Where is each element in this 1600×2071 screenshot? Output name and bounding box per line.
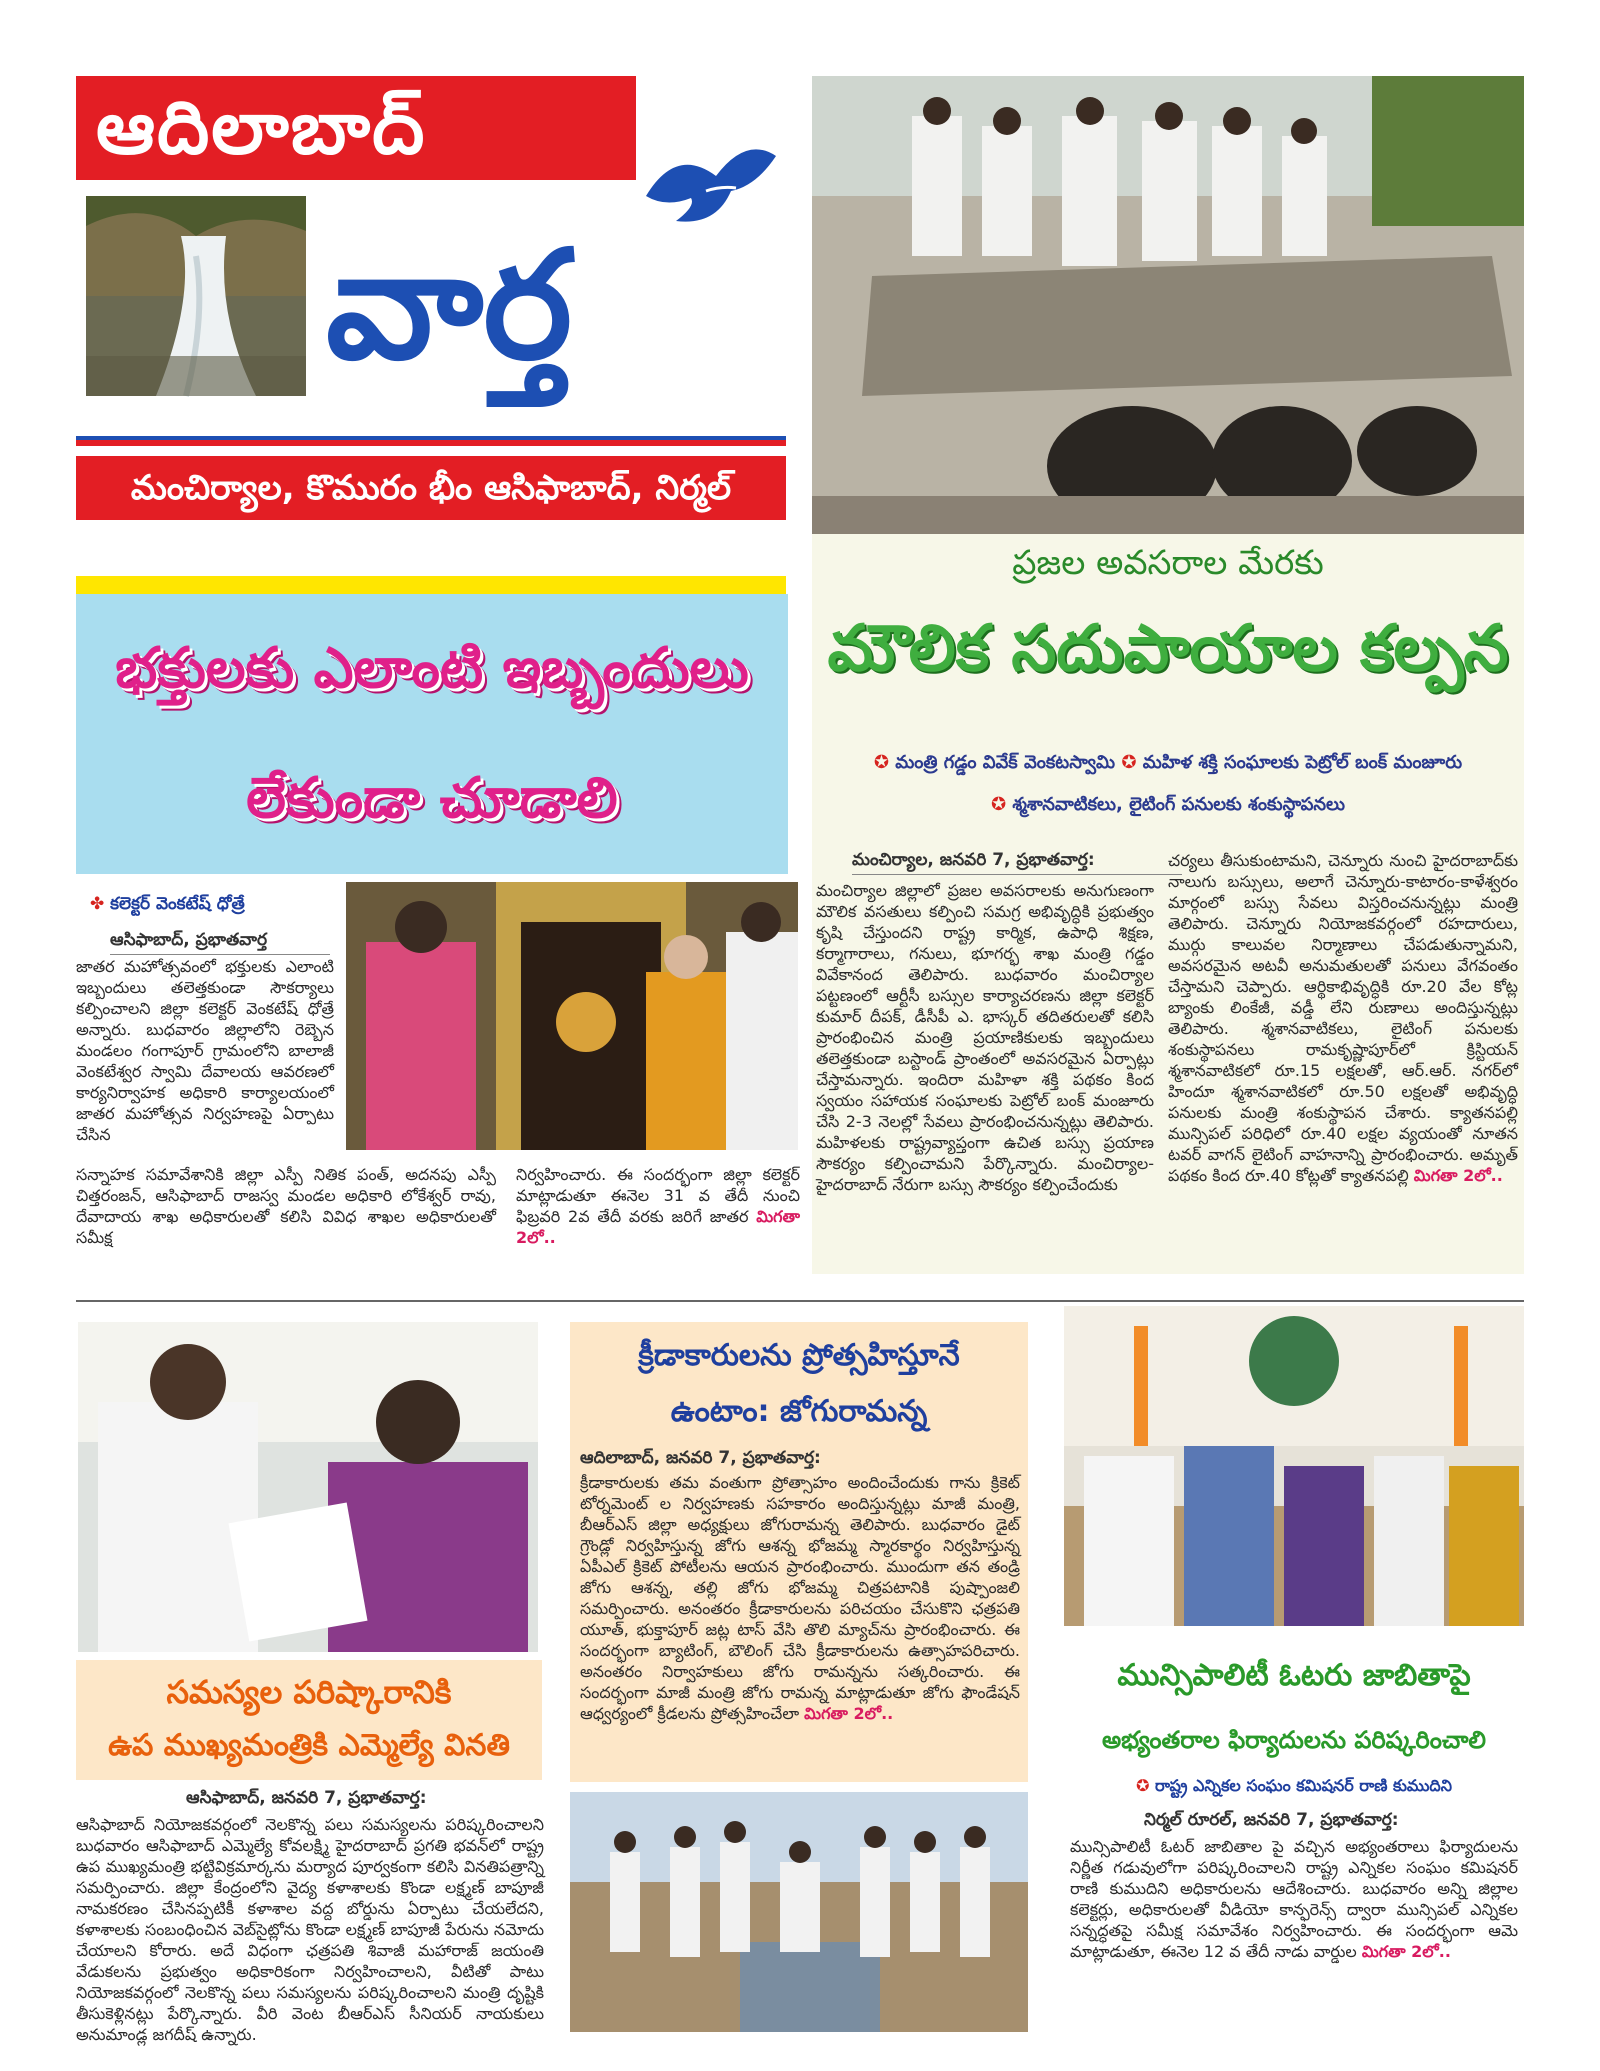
bullet-minister: మంత్రి గడ్డం వివేక్ వెంకటస్వామి — [895, 752, 1116, 773]
story-body-col2-text: చర్యలు తీసుకుంటామని, చెన్నూరు నుంచి హైదరాబాద్‌కు నాలుగు బస్సులు, అలాగే చెన్నూరు-కాటారం-కాళేశ్వరం మార్గంలో బస్సు సేవలు విస్తరించనున్నట్లు మంత్రి తెలిపారు. చెన్నూరు నియోజకవర్గంలో రహదారులు, ముర్గు కాలువల నిర్మాణాలు చేపడుతున్నామని, అవసరమైన అటవీ అనుమతులతో పనులు వేగవంతం చేస్తామని చెప్పారు. ఆర్థికాభివృద్ధికి రూ.20 వేల కోట్ల బ్యాంకు లింకేజీ, వడ్డీ లేని రుణాలు అందిస్తున్నట్లు తెలిపారు. శ్మశానవాటికలు, లైటింగ్ పనులకు శంకుస్థాపనలు రామకృష్ణాపూర్‌లో క్రిస్టియన్ శ్మశానవాటికలో రూ.15 లక్షలతో, ఆర్.ఆర్. నగర్‌లో హిందూ శ్మశానవాటికలో రూ.50 లక్షలతో అభివృద్ధి పనులకు మంత్రి శంకుస్థాపన చేశారు. క్యాతనపల్లి మున్సిపల్ పరిధిలో రూ.40 లక్షల వ్యయంతో నూతన టవర్ వాగన్ లైటింగ్ వాహనాన్ని ప్రారంభించారు. అమృత్ పథకం కింద రూ.40 కోట్లతో క్యాతనపల్లి — [1168, 851, 1518, 1185]
devotees-headline-line1: భక్తులకు ఎలాంటి ఇబ్బందులు — [115, 636, 749, 701]
continued-link[interactable]: మిగతా 2లో.. — [516, 1207, 800, 1247]
municipal-box — [1064, 1640, 1524, 2032]
mla-headline-box — [76, 1660, 542, 1780]
mla-dateline: ఆసిఫాబాద్, జనవరి 7, ప్రభాతవార్త: — [186, 1788, 427, 1808]
temple-photo — [346, 882, 798, 1150]
devotees-body-col2-text: నిర్వహించారు. ఈ సందర్భంగా జిల్లా కలెక్టర్ మాట్లాడుతూ ఈనెల 31 వ తేదీ నుంచి ఫిబ్రవరి 2వ తేదీ వరకు జరిగే జాతర — [516, 1165, 800, 1226]
continued-link[interactable]: మిగతా 2లో.. — [1361, 1942, 1451, 1961]
section-divider — [76, 1300, 1524, 1302]
masthead-title: ఆదిలాబాద్ — [76, 76, 636, 180]
story-devotees-headline-box — [76, 594, 788, 874]
devotees-headline-line2: లేకుండా చూడాలి — [246, 766, 618, 831]
story-dateline: మంచిర్యాల, జనవరి 7, ప్రభాతవార్త: — [852, 850, 1182, 875]
story-kicker: ప్రజల అవసరాల మేరకు — [1012, 543, 1324, 583]
mla-body: ఆసిఫాబాద్ నియోజకవర్గంలో నెలకొన్న పలు సమస్యలను పరిష్కరించాలని బుధవారం ఆసిఫాబాద్ ఎమ్మెల్యే కోవలక్ష్మి హైదరాబాద్ ప్రగతి భవన్‌లో రాష్ట్ర ఉప ముఖ్యమంత్రి భట్టివిక్రమార్కను మర్యాద పూర్వకంగా కలిసి వినతిపత్రాన్ని సమర్పించారు. జిల్లా కేంద్రంలోని వైద్య కళాశాలకు కొండా లక్ష్మణ్ బాపూజీ నామకరణం చేసినప్పటికీ కళాశాల వద్ద బోర్డును ఏర్పాటు చేయలేదని, కళాశాలకు సంబంధించిన వెబ్‌సైట్లోను కొండా లక్ష్మణ్ బాపూజీ పేరును నమోదు చేయాలని కోరారు. అదే విధంగా ఛత్రపతి శివాజీ మహారాజ్ జయంతి వేడుకలను ప్రభుత్వం అధికారికంగా నిర్వహించాలని, వీటితో పాటు నియోజకవర్గంలో నెలకొన్న పలు సమస్యలను పరిష్కరించాలని మంత్రి దృష్టికి తీసుకెళ్లినట్లు పేర్కొన్నారు. వీరి వెంట బీఆర్ఎస్ సీనియర్ నాయకులు అనుమాండ్ల జగదీష్ ఉన్నారు. — [76, 1815, 544, 2044]
devotees-body-col2 — [516, 1164, 800, 1284]
bullet-row-2 — [812, 790, 1524, 820]
municipal-body — [1070, 1836, 1518, 2026]
story-body-col2 — [1168, 850, 1518, 1270]
bullet-row-1 — [812, 748, 1524, 778]
continued-link[interactable]: మిగతా 2లో.. — [804, 1704, 894, 1723]
waterfall-photo — [86, 196, 306, 396]
devotees-dateline: ఆసిఫాబాద్, ప్రభాతవార్త — [110, 930, 330, 955]
municipal-body-text: మున్సిపాలిటీ ఓటర్ జాబితాల పై వచ్చిన అభ్యంతరాలు ఫిర్యాదులను నిర్ణీత గడువులోగా పరిష్కరించాలని రాష్ట్ర ఎన్నికల సంఘం కమిషనర్ రాణి కుముదిని అధికారులను ఆదేశించారు. బుధవారం అన్ని జిల్లాల కలెక్టర్లు, అధికారులతో వీడియో కాన్ఫరెన్స్ ద్వారా మున్సిపల్ ఎన్నికల సన్నద్ధతపై సమీక్ష సమావేశం నిర్వహించారు. ఈ సందర్భంగా ఆమె మాట్లాడుతూ, ఈనెల 12 వ తేదీ నాడు వార్డుల — [1070, 1837, 1518, 1961]
bullet-crematorium: శ్మశానవాటికలు, లైటింగ్ పనులకు శంకుస్థాపనలు — [1012, 794, 1346, 815]
devotees-byline-text: కలెక్టర్ వెంకటేష్ ధోత్రే — [110, 894, 245, 914]
municipal-byline — [1064, 1776, 1524, 1799]
story-infrastructure — [812, 534, 1524, 1274]
mla-headline-line2: ఉప ముఖ్యమంత్రికి ఎమ్మెల్యే వినతి — [108, 1728, 510, 1763]
devotees-body-wide: సన్నాహక సమావేశానికి జిల్లా ఎస్పీ నితిక పంత్, అదనపు ఎస్పీ చిత్తరంజన్, ఆసిఫాబాద్ రాజస్వ మండల అధికారి లోకేశ్వర్ రావు, దేవాదాయ శాఖ అధికారులతో కలిసి వివిధ శాఖల అధికారులతో సమీక్ష — [76, 1165, 496, 1247]
mla-photo — [78, 1322, 538, 1652]
mla-headline-line1: సమస్యల పరిష్కారానికి — [166, 1673, 452, 1711]
infrastructure-photo — [812, 76, 1524, 534]
municipal-byline-text: రాష్ట్ర ఎన్నికల సంఘం కమిషనర్ రాణి కుముదిని — [1155, 1776, 1452, 1795]
star-icon: ✪ — [873, 752, 896, 773]
sports-headline-line1: క్రీడాకారులను ప్రోత్సహిస్తూనే — [638, 1338, 960, 1373]
story-headline: మౌలిక సదుపాయాల కల్పన — [827, 612, 1509, 686]
municipal-dateline: నిర్మల్ రూరల్, జనవరి 7, ప్రభాతవార్త: — [1144, 1810, 1399, 1830]
sports-body-text: క్రీడాకారులకు తమ వంతుగా ప్రోత్సాహం అందించేందుకు గాను క్రికెట్ టోర్నమెంట్ ల నిర్వహణకు సహకారం అందిస్తున్నట్లు మాజీ మంత్రి, బీఆర్ఎస్ జిల్లా అధ్యక్షులు జోగురామన్న తెలిపారు. బుధవారం డైట్ గ్రౌండ్లో నిర్వహిస్తున్న జోగు ఆశన్న భోజమ్మ స్మారకార్థం నిర్వహిస్తున్న ఏపీఎల్ క్రికెట్ పోటీలను ఆయన ప్రారంభించారు. ముందుగా తన తండ్రి జోగు ఆశన్న, తల్లి జోగు భోజమ్మ చిత్రపటానికి పుష్పాంజలి సమర్పించారు. అనంతరం క్రీడాకారులను పరిచయం చేసుకొని ఛత్రపతి యూత్, భుక్తాపూర్ జట్ల టాస్ వేసి తొలి మ్యాచ్‌ను ప్రారంభించారు. ఈ సందర్భంగా బ్యాటింగ్, బౌలింగ్ చేసి క్రీడాకారులను ఉత్సాహపరిచారు. అనంతరం నిర్వాహకులు జోగు రామన్నను సత్కరించారు. ఈ సందర్భంగా మాజీ మంత్రి జోగు రామన్న మాట్లాడుతూ జోగు ఫౌండేషన్ ఆధ్వర్యంలో క్రీడలను ప్రోత్సహించేలా — [580, 1473, 1020, 1723]
continued-link[interactable]: మిగతా 2లో.. — [1413, 1166, 1503, 1185]
video-conference-photo — [1064, 1306, 1524, 1626]
star-icon: ✪ — [1121, 752, 1143, 773]
star-icon: ✪ — [990, 794, 1013, 815]
devotees-body-narrow: జాతర మహోత్సవంలో భక్తులకు ఎలాంటి ఇబ్బందులు తలెత్తకుండా సౌకర్యాలు కల్పించాలని జిల్లా కలెక్టర్ వెంకటేష్ ధోత్రే అన్నారు. బుధవారం జిల్లాలోని రెబ్బెన మండలం గంగాపూర్ గ్రామంలోని బాలాజీ వెంకటేశ్వర స్వామి దేవాలయ ఆవరణలో కార్యనిర్వాహక అధికారి కార్యాలయంలో జాతర మహోత్సవ నిర్వహణపై ఏర్పాటు చేసిన — [76, 957, 334, 1144]
masthead-title-big: వార్త — [326, 219, 573, 393]
sports-box — [570, 1322, 1028, 1782]
masthead — [76, 76, 786, 638]
sports-dateline: ఆదిలాబాద్, జనవరి 7, ప్రభాతవార్త: — [580, 1448, 821, 1468]
story-bullets — [812, 748, 1524, 820]
story-body-col1: మంచిర్యాల జిల్లాలో ప్రజల అవసరాలకు అనుగుణంగా మౌలిక వసతులు కల్పించి సమగ్ర అభివృద్ధికి ప్రభుత్వం కృషి చేస్తుందని రాష్ట్ర కార్మిక, ఉపాధి శిక్షణ, కర్మాగారాలు, గనులు, భూగర్భ శాఖ మంత్రి గడ్డం వివేకానంద తెలిపారు. బుధవారం మంచిర్యాల పట్టణంలో ఆర్టీసీ బస్సుల కార్యాచరణను జిల్లా కలెక్టర్ కుమార్ దీపక్, డీసీపీ ఎ. భాస్కర్ తదితరులతో కలిసి ప్రారంభించిన మంత్రి ప్రయాణికులకు ఇబ్బందులు తలెత్తకుండా బస్టాండ్ ప్రాంతంలో అవసరమైన ఏర్పాట్లు చేస్తామన్నారు. ఇందిరా మహిళా శక్తి పథకం కింద స్వయం సహాయక సంఘాలకు పెట్రోల్ బంక్ మంజూరు చేసి 2-3 నెలల్లో సేవలు ప్రారంభించనున్నట్లు తెలిపారు. మహిళలకు రాష్ట్రవ్యాప్తంగా ఉచిత బస్సు ప్రయాణ సౌకర్యం కల్పించామని పేర్కొన్నారు. మంచిర్యాల-హైదరాబాద్ నేరుగా బస్సు సౌకర్యం కల్పించేందుకు — [816, 881, 1154, 1194]
municipal-headline-line1: మున్సిపాలిటీ ఓటరు జాబితాపై — [1117, 1658, 1471, 1693]
star-icon: ✪ — [1136, 1776, 1156, 1795]
masthead-divider — [76, 436, 786, 446]
municipal-headline-line2: అభ్యంతరాల ఫిర్యాదులను పరిష్కరించాలి — [1101, 1726, 1487, 1754]
sports-body — [580, 1472, 1020, 1777]
sports-headline-line2: ఉంటాం: జోగురామన్న — [670, 1394, 928, 1429]
masthead-subtitle: మంచిర్యాల, కొమురం భీం ఆసిఫాబాద్, నిర్మల్ — [76, 456, 786, 520]
bullet-petrol-bunk: మహిళ శక్తి సంఘాలకు పెట్రోల్ బంక్ మంజూరు — [1142, 752, 1463, 773]
devotees-byline — [90, 894, 330, 918]
cricket-photo — [570, 1792, 1028, 2032]
diamond-icon: ✤ — [90, 894, 111, 914]
